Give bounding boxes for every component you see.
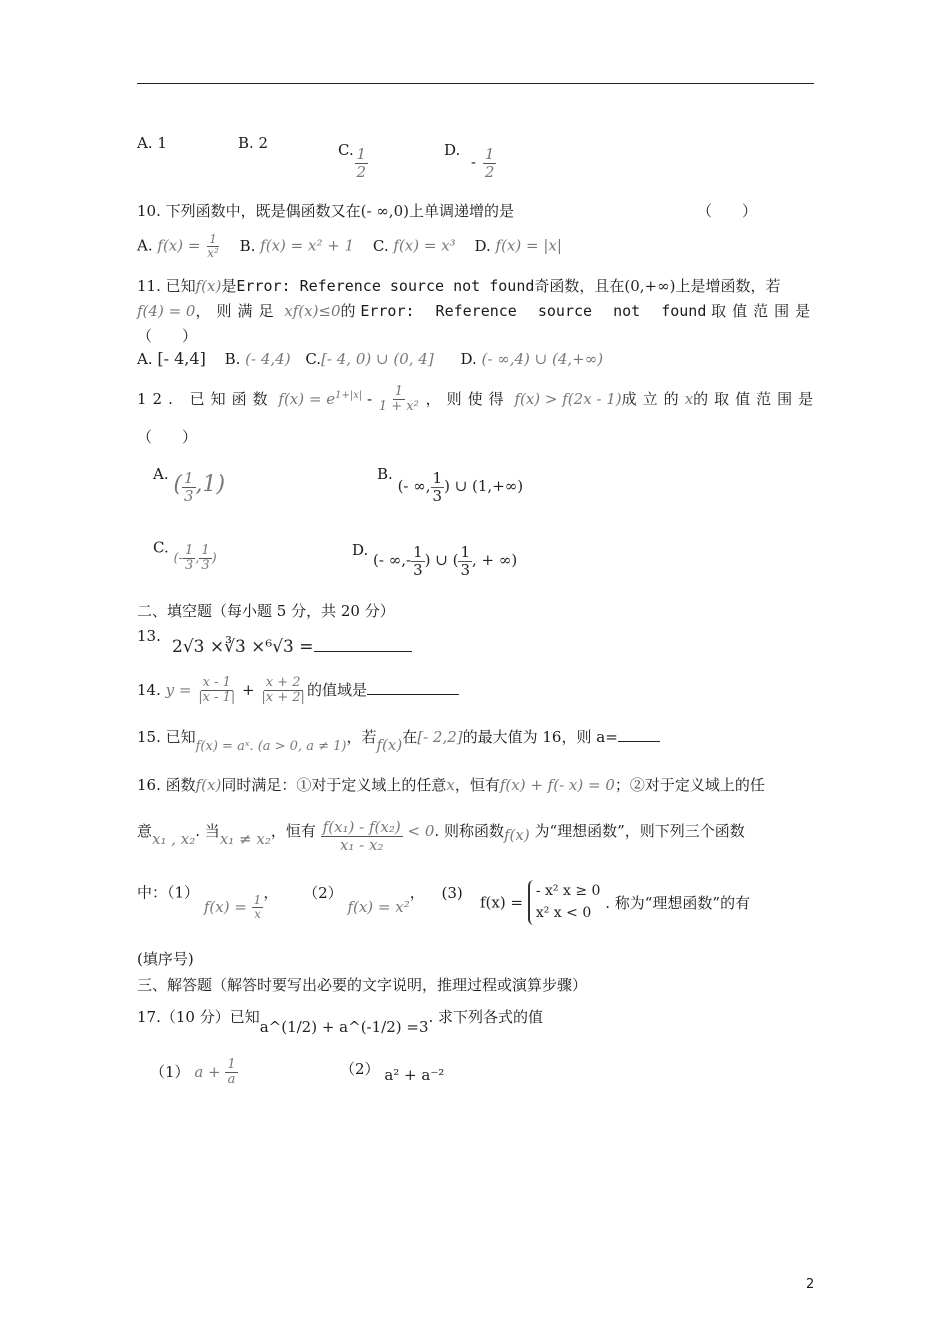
q11-line1: 11. 已知f(x)是Error: Reference source not found奇函数，且在(0,+∞)上是增函数，若 [137, 277, 781, 295]
section-2-heading: 二、填空题（每小题 5 分，共 20 分） [137, 602, 395, 620]
q9-option-c: C. $\frac{1}{2}$ [338, 141, 367, 181]
q17-part2: （2） a² + a⁻² [340, 1060, 445, 1084]
q10-options: A. f(x) = $\frac{1}{\text{x²}}$ B. f(x) = x² + 1 C. f(x) = x³ D. f(x) = |x| [137, 232, 562, 261]
q16-line2: 意x₁ , x₂. 当x₁ ≠ x₂，恒有 $\frac{\text{f(x₁) - f(x₂)}}{\text{x₁ - x₂}}$ < 0. 则称函数f(x) 为“理想函数”，则下列三个函数 [137, 818, 745, 854]
q10-stem: 10. 下列函数中，既是偶函数又在(- ∞,0)上单调递增的是 [137, 202, 514, 220]
q16-line1: 16. 函数f(x)同时满足：①对于定义域上的任意x，恒有f(x) + f(- x) = 0；②对于定义域上的任 [137, 776, 765, 794]
q12-answer-paren: （ ） [137, 428, 198, 446]
q10-answer-paren: （ ） [697, 202, 758, 220]
q12-stem: 12. 已知函数 $f(x) = e^{1+|x|}$ - $\frac{1}{\text{1 + x²}}$ ，则使得 f(x) > f(2x - 1)成立的x的取值范围是 [137, 384, 820, 415]
q12-option-a: A. ( $\frac{1}{3}$ ,1) [153, 465, 226, 505]
q15-line: 15. 已知f(x) = aˣ. (a > 0, a ≠ 1)，若f(x)在[- 2,2]的最大值为 16，则 a= [137, 726, 660, 747]
q16-line3: 中：（1） f(x) = $\frac{1}{x}$ ， （2） f(x) = x²， (3) [137, 883, 463, 922]
section-3-heading: 三、解答题（解答时要写出必要的文字说明，推理过程或演算步骤） [137, 976, 588, 994]
q9-option-b: B. 2 [238, 134, 269, 152]
q13-label: 13. [137, 627, 161, 645]
page-number: 2 [806, 1277, 815, 1292]
q14-line: 14. y = $\frac{x - 1}{|x - 1|}$ + $\frac{x + 2}{|x + 2|}$ 的值域是 [137, 676, 459, 706]
q15-blank[interactable] [618, 741, 660, 742]
q13-blank[interactable] [314, 651, 412, 652]
q17-part1: （1） a + $\frac{1}{a}$ [150, 1057, 236, 1088]
q11-line2: f(4) = 0，则满足 xf(x)≤0的 Error: Reference source not found 取值范围是 [137, 302, 817, 320]
q11-options: A. [- 4,4] B. (- 4,4) C.[- 4, 0) ∪ (0, 4] D. (- ∞,4) ∪ (4,+∞) [137, 349, 604, 368]
q12-option-d: D. (- ∞,- $\frac{1}{3}$ ) ∪ ( $\frac{1}{3}$ , + ∞) [352, 541, 518, 579]
q16-line4: (填序号) [137, 950, 194, 968]
q9-option-a: A. 1 [137, 134, 167, 152]
q13-expr: 2√3 ×∛3 ×⁶√3 = [172, 637, 412, 657]
q16-piecewise: f(x) = - x² x ≥ 0 x² x < 0 . 称为“理想函数”的有 [480, 880, 750, 925]
q12-option-c: C. (- $\frac{1}{3}$ , $\frac{1}{3}$ ) [153, 538, 217, 574]
q12-option-b: B. (- ∞, $\frac{1}{3}$ ) ∪ (1,+∞) [377, 465, 524, 505]
q14-blank[interactable] [367, 694, 459, 695]
header-rule [137, 83, 814, 84]
q9-option-d: D. - $\frac{1}{2}$ [444, 141, 495, 181]
q11-answer-paren: （ ） [137, 327, 198, 345]
q17-stem: 17.（10 分）已知a^(1/2) + a^(-1/2) =3. 求下列各式的值 [137, 1008, 544, 1036]
